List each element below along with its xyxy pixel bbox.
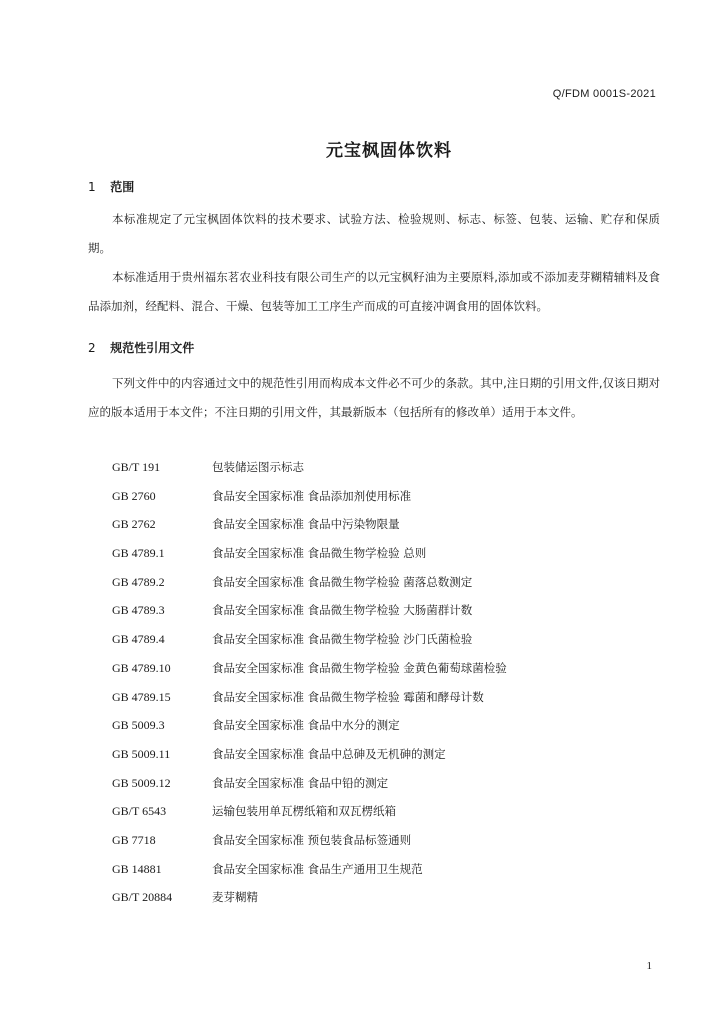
- reference-list: [112, 457, 507, 916]
- reference-item: [112, 600, 507, 629]
- reference-item: [112, 629, 507, 658]
- section-1-number: 1: [88, 180, 96, 194]
- reference-item: [112, 773, 507, 802]
- reference-item: [112, 658, 507, 687]
- reference-code: GB 4789.4: [112, 632, 165, 647]
- reference-name: 食品安全国家标准 预包装食品标签通则: [212, 832, 412, 847]
- reference-item: [112, 801, 507, 830]
- page-number: 1: [646, 960, 652, 972]
- reference-code: GB 4789.3: [112, 603, 165, 618]
- reference-item: [112, 486, 507, 515]
- standard-code: Q/FDM 0001S-2021: [552, 88, 656, 100]
- reference-code: GB 4789.10: [112, 660, 171, 675]
- section-2-title: 规范性引用文件: [110, 341, 195, 355]
- reference-code: GB 2762: [112, 517, 156, 532]
- reference-code: GB 5009.3: [112, 718, 165, 733]
- reference-item: [112, 715, 507, 744]
- reference-code: GB/T 6543: [112, 804, 167, 819]
- reference-item: [112, 859, 507, 888]
- reference-name: 食品安全国家标准 食品添加剂使用标准: [212, 488, 412, 503]
- reference-code: GB/T 191: [112, 460, 161, 474]
- reference-name: 食品安全国家标准 食品中水分的测定: [212, 718, 400, 733]
- reference-item: [112, 887, 507, 916]
- section-1-paragraph-2: 本标准适用于贵州福东茗农业科技有限公司生产的以元宝枫籽油为主要原料,添加或不添加麦芽糊精辅料及食品添加剂，经配料、混合、干燥、包装等加工工序生产而成的可直接冲调食用的固体饮料。: [88, 270, 660, 313]
- section-1-title: 范围: [110, 180, 135, 194]
- reference-item: [112, 543, 507, 572]
- section-2-heading: [88, 339, 194, 356]
- section-1-paragraph-1: 本标准规定了元宝枫固体饮料的技术要求、试验方法、检验规则、标志、标签、包装、运输、贮存和保质期。: [88, 212, 660, 255]
- reference-name: 食品安全国家标准 食品微生物学检验 大肠菌群计数: [212, 603, 473, 618]
- reference-name: 食品安全国家标准 食品微生物学检验 霉菌和酵母计数: [212, 689, 484, 704]
- reference-name: 运输包装用单瓦楞纸箱和双瓦楞纸箱: [212, 804, 396, 819]
- reference-code: GB 7718: [112, 832, 156, 847]
- document-title: 元宝枫固体饮料: [326, 141, 452, 161]
- section-2-paragraph: 下列文件中的内容通过文中的规范性引用而构成本文件必不可少的条款。其中,注日期的引用文件,仅该日期对应的版本适用于本文件；不注日期的引用文件，其最新版本（包括所有的修改单）适用于本文件。: [88, 376, 660, 419]
- reference-item: [112, 514, 507, 543]
- reference-item: [112, 687, 507, 716]
- reference-name: 食品安全国家标准 食品中铅的测定: [212, 775, 389, 790]
- reference-name: 食品安全国家标准 食品微生物学检验 沙门氏菌检验: [212, 632, 473, 647]
- section-1-heading: [88, 178, 134, 195]
- reference-code: GB 5009.12: [112, 775, 171, 790]
- reference-code: GB 5009.11: [112, 746, 171, 761]
- reference-item: [112, 830, 507, 859]
- reference-item: [112, 457, 507, 486]
- reference-item: [112, 744, 507, 773]
- reference-name: 食品安全国家标准 食品中污染物限量: [212, 517, 400, 532]
- reference-code: GB 4789.1: [112, 546, 165, 561]
- reference-code: GB 2760: [112, 488, 156, 503]
- reference-name: 麦芽糊精: [212, 890, 258, 905]
- reference-name: 包装储运图示标志: [212, 460, 304, 474]
- reference-code: GB 4789.2: [112, 574, 165, 589]
- reference-name: 食品安全国家标准 食品微生物学检验 菌落总数测定: [212, 574, 473, 589]
- reference-name: 食品安全国家标准 食品中总砷及无机砷的测定: [212, 746, 446, 761]
- reference-item: [112, 572, 507, 601]
- section-2-number: 2: [88, 341, 96, 355]
- reference-name: 食品安全国家标准 食品生产通用卫生规范: [212, 861, 423, 876]
- reference-code: GB 4789.15: [112, 689, 171, 704]
- reference-name: 食品安全国家标准 食品微生物学检验 金黄色葡萄球菌检验: [212, 660, 507, 675]
- reference-name: 食品安全国家标准 食品微生物学检验 总则: [212, 546, 427, 561]
- reference-code: GB/T 20884: [112, 890, 173, 905]
- reference-code: GB 14881: [112, 861, 162, 876]
